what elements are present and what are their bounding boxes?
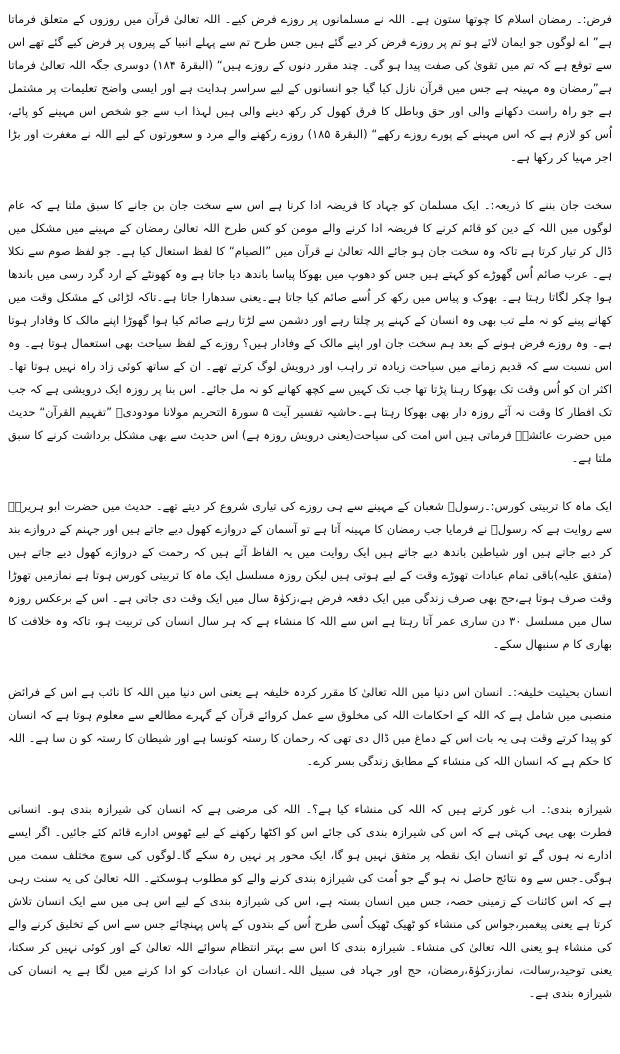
paragraph-farz-ramadan: فرض:۔ رمضان اسلام کا چوتھا ستون ہے۔ اللہ نے مسلمانوں پر روزے فرض کیے۔ اللہ تعالیٰ قرآن میں روزوں کے متعلق فرماتا ہے” اے لوگوں جو ایمان لائے ہو تم پر روزے فرض کر دیے گئے ہیں جس طرح تم سے پہلے انبیا کے پیروں پر فرض کیے گئے تھے اس سے توقع ہے کہ تم میں تقویٰ کی صفت پیدا ہو گی۔ چند مقرر دنوں کے روزے ہیں“ (البقرۃ ۱۸۴) دوسری جگہ اللہ تعالیٰ فرماتا ہے”رمضان وہ مہینہ ہے جس میں قرآن نازل کیا گیا جو انسانوں کے لیے سراسر ہدایت ہے اور ایسی واضح تعلیمات پر مشتمل ہے جو راہ راست دکھانے والی اور حق وباطل کا فرق کھول کر رکھ دینے والی ہیں لہذا اب سے جو شخص اس مہینے کو پائے، اُس کو لازم ہے کہ اس مہینے کے پورے روزے رکھے“ (البقرۃ ۱۸۵) روزے رکھنے والے مرد و سعورتوں کے لیے اللہ نے مغفرت اور بڑا اجر مہیا کر رکھا ہے۔: [8, 12, 612, 164]
paragraph-tarbiyati-course: ایک ماہ کا تربیتی کورس:۔رسولؐ شعبان کے مہینے سے ہی روزے کی تیاری شروع کر دیتے تھے۔ حدیث میں حضرت ابو ہریرہؓ سے روایت ہے کہ رسولؐ نے فرمایا جب رمضان کا مہینہ آتا ہے تو آسمان کے دروازے کھول دیے جاتے ہیں اور جہنم کے دروازے بند کر دیے جاتے ہیں اور شیاطین باندھ دیے جاتے ہیں ایک روایت میں یہ الفاظ آئے ہیں کہ رحمت کے دروازے کھول دیے جاتے ہیں (متفق علیہ)باقی تمام عبادات تھوڑے وقت کے لیے ہوتی ہیں لیکن روزہ مسلسل ایک ماہ کا تربیتی کورس ہوتا ہے نمازمیں تھوڑا وقت صرف ہوتا ہے،حج بھی صرف زندگی میں ایک دفعہ فرض ہے،زکوٰۃ سال میں ایک وقت دی جاتی ہے۔ اس کے برعکس روزہ سال میں مسلسل ۳۰ دن ساری عمر آتا رہتا ہے اس سے اللہ کا منشاء ہے کہ ہر سال انسان کی تربیت ہو، تاکہ وہ خلافت کا بھاری کا م سنبھال سکے۔: [8, 499, 612, 651]
document-page: [8, 8, 612, 1005]
paragraph-sheerazah-bandi: شیرازہ بندی:۔ اب غور کرتے ہیں کہ اللہ کی منشاء کیا ہے؟۔ اللہ کی مرضی ہے کہ انسان کی شیرازہ بندی ہو۔ انسانی فطرت بھی یہی کہتی ہے کہ اس کی شیرازہ بندی کی جائے اس کو اکٹھا رکھنے کے لیے ٹھوس ادارے قائم کئے جائیں۔ اگر ایسے ادارے نہ ہوں گے تو انسان ایک نقطہ پر متفق نہیں ہو گا، ایک محور پر نہیں رہ سکے گا۔لوگوں کی سوچ مختلف سمت میں ہوگی۔جس سے وہ نتائج حاصل نہ ہو گے جو اُمت کی شیرازہ بندی کرنے والے کو مطلوب ہوسکتے۔ اللہ تعالیٰ کی یہ سنت رہی ہے کہ اس کائنات کے زمینی حصہ، جس میں انسان بستہ ہے، اس کی شیرازہ بندی کے لیے اس ہی میں سے ایک انسان تلاش کرتا ہے یعنی پیغمبر،جواس کی منشاء کو ٹھیک ٹھیک اُسی طرح اُس کے بندوں کے پاس پہنچائے جس سے اس کے تخلیق کرنے والے کی منشاء ہو یعنی اللہ تعالیٰ کی منشاء۔ شیرازہ بندی کا اس سے بہتر انتظام سوائے اللہ تعالیٰ کے اور کوئی نہیں کر سکتا، یعنی توحید،رسالت، نماز،زکوٰۃ،رمضان، حج اور جہاد فی سبیل اللہ۔انسان ان عبادات کو ادا کرنے میں لگا ہے یہ انسان کی شیرازہ بندی ہے۔: [8, 802, 612, 1000]
paragraph-insan-khalifa: انسان بحیثیت خلیفہ:۔ انسان اس دنیا میں اللہ تعالیٰ کا مقرر کردہ خلیفہ ہے یعنی اس دنیا میں اللہ کا نائب ہے اس کے فرائض منصبی میں شامل ہے کہ اللہ کے احکامات اللہ کی مخلوق سے عمل کروائے قرآن کے گہرے مطالعے سے معلوم ہوتا ہے کہ انسان کو پیدا کرتے وقت ہی یہ بات اس کے دماغ میں ڈال دی تھی کہ رحمان کا رستہ کونسا ہے اور شیطان کا رستہ کو ن سا ہے۔ اللہ کا حکم ہے کہ انسان اللہ کی منشاء کے مطابق زندگی بسر کرے۔: [8, 685, 612, 768]
paragraph-sakht-jaan: سخت جان بننے کا ذریعہ:۔ ایک مسلمان کو جہاد کا فریضہ ادا کرنا ہے اس سے سخت جان بن جانے کا سبق ملتا ہے کہ عام لوگوں میں اللہ کے دین کو قائم کرنے کا فریضہ ادا کرنے والے مومن کو کس طرح اللہ تعالیٰ رمضان کے مہینے میں مشکل میں ڈال کر تیار کرتا ہے تاکہ وہ سخت جان ہو جائے اللہ تعالیٰ نے قرآن میں ”الصیام“ کا لفظ استعال کیا ہے۔ جو لفظ صوم سے نکلا ہے۔ عرب صائم اُس گھوڑے کو کہتے ہیں جس کو دھوپ میں بھوکا پیاسا باندھ دیا جاتا ہے وہ کھونٹے کے ارد گرد رسی میں باندھا ہوا چکر لگاتا رہتا ہے۔ بھوک و پیاس میں رکھ کر اُسے صائم کیا جاتا ہے۔یعنی سدھارا جاتا ہے۔تاکہ لڑائی کے مشکل وقت میں کھانے پینے کو نہ ملے تب بھی وہ انسان کے کہنے پر چلتا رہے اور دشمن سے لڑتا رہے صائم کیا ہوا گھوڑا اپنے مالک کا وفادار ہوتا ہے۔ وہ روزے فرض ہونے کے بعد ہم سخت جان اور اپنے مالک کے وفادار ہیں؟ روزے کے لفظ سیاحت بھی استعمال ہوتا ہے۔ وہ اس نسبت سے کہ قدیم زمانے میں سیاحت زیادہ تر راہب اور درویش لوگ کرتے تھے۔ ان کے ساتھ کوئی زاد راہ نہیں ہوتا تھا۔ اکثر ان کو اُس وقت تک بھوکا رہنا پڑتا تھا جب تک کہیں سے کچھ کھانے کو نہ مل جائے۔ اس بنا پر روزہ ایک درویشی ہے کہ جب تک افطار کا وقت نہ آئے روزہ دار بھی بھوکا رہتا ہے۔حاشیہ تفسیر آیت ۵ سورۃ التحریم مولانا مودودیؒ ”تفہیم القرآن“ حدیث میں حضرت عائشہؓ فرماتی ہیں اس امت کی سیاحت(یعنی درویش روزہ ہے) اس حدیث سے بھی مشکل برداشت کرنے کا سبق ملتا ہے۔: [8, 198, 612, 465]
